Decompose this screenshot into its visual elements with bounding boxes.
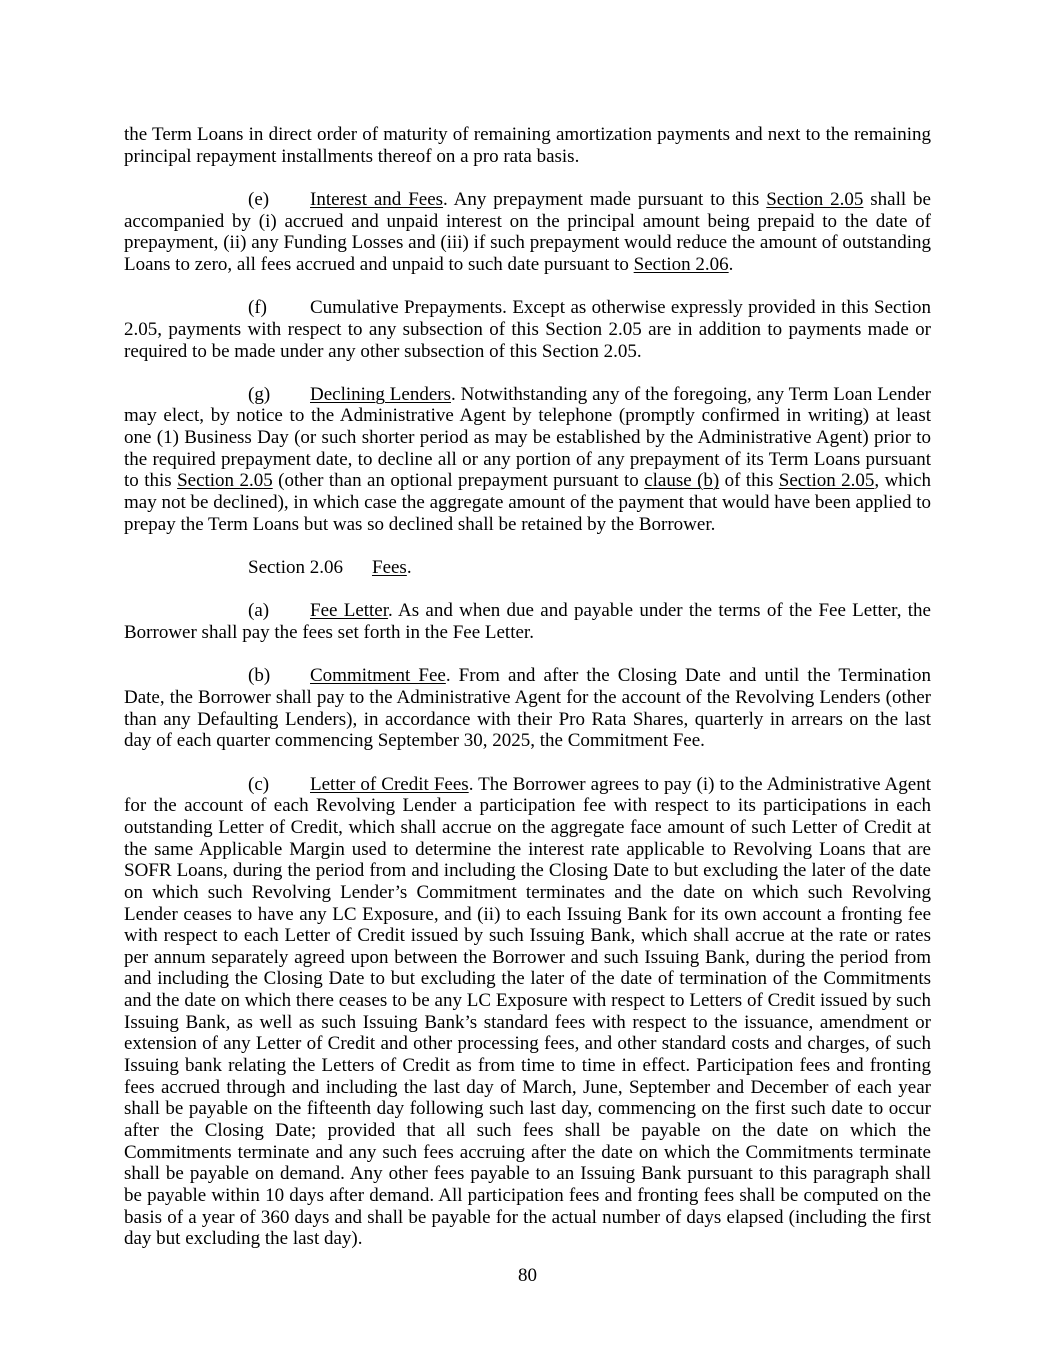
clause-reference: clause (b)	[644, 470, 720, 492]
paragraph-text: the Term Loans in direct order of maturity of remaining amortization payments and next to the remaining principal repayment installments thereof on a pro rata basis.	[124, 124, 931, 167]
paragraph-label: (e)	[248, 188, 270, 210]
section-title-end: .	[406, 557, 412, 579]
section-reference: Section 2.05	[766, 188, 864, 210]
paragraph-text: , which may not be declined), in which case the aggregate amount of the payment that would have been applied to prepay the Term Loans but was so declined shall be retained by the Borrower.	[124, 470, 931, 535]
section-reference: Section 2.06	[633, 253, 729, 275]
paragraph-text: (other than an optional prepayment pursuant to	[272, 470, 645, 492]
paragraph-text: . Any prepayment made pursuant to this	[443, 188, 767, 210]
section-reference: Section 2.05	[177, 470, 273, 492]
paragraph-caption: Letter of Credit Fees	[310, 773, 469, 795]
paragraph-label: (c)	[248, 773, 270, 795]
paragraph-c-letter-of-credit-fees	[124, 774, 931, 1250]
paragraph-e-interest-and-fees	[124, 189, 931, 276]
paragraph-label: (f)	[248, 297, 267, 319]
paragraph-caption: Interest and Fees	[310, 188, 444, 210]
paragraph-text: shall be accompanied by (i) accrued and unpaid interest on the principal amount being prepaid to the date of prepayment, (ii) any Funding Losses and (iii) if such prepayment would reduce the amount of outstanding Loans to zero, all fees accrued and unpaid to such date pursuant to	[124, 188, 931, 275]
paragraph-a-fee-letter	[124, 600, 931, 643]
paragraph-text: . From and after the Closing Date and until the Termination Date, the Borrower shall pay to the Administrative Agent for the account of the Revolving Lenders (other than any Defaulting Lenders), in accordance with their Pro Rata Shares, quarterly in arrears on the last day of each quarter commencing September 30, 2025, the Commitment Fee.	[124, 665, 931, 752]
section-heading	[124, 557, 931, 579]
paragraph-caption: Commitment Fee	[310, 665, 446, 687]
paragraph-label: (b)	[248, 665, 271, 687]
paragraph-text: .	[728, 253, 734, 275]
paragraph-b-commitment-fee	[124, 665, 931, 752]
paragraph-label: (g)	[248, 383, 271, 405]
section-reference: Section 2.05	[778, 470, 875, 492]
paragraph-text: of this	[719, 470, 779, 492]
paragraph-caption: Declining Lenders	[310, 383, 451, 405]
paragraph-text: . Notwithstanding any of the foregoing, any Term Loan Lender may elect, by notice to the Administrative Agent by telephone (promptly confirmed in writing) at least one (1) Business Day (or such shorter period as may be established by the Administrative Agent) prior to the required prepayment date, to decline all or any portion of any prepayment of its Term Loans pursuant to this	[124, 383, 931, 492]
page-number: 80	[518, 1265, 537, 1286]
paragraph-text: . As and when due and payable under the terms of the Fee Letter, the Borrower shall pay the fees set forth in the Fee Letter.	[124, 600, 931, 644]
paragraph-caption: Fee Letter	[310, 600, 389, 622]
paragraph-text: Cumulative Prepayments. Except as otherwise expressly provided in this Section 2.05, payments with respect to any subsection of this Section 2.05 are in addition to payments made or required to be made under any other subsection of this Section 2.05.	[124, 297, 931, 362]
section-number: Section 2.06	[248, 557, 343, 579]
paragraph-f-cumulative-prepayments	[124, 297, 931, 362]
paragraph-continuation	[124, 124, 931, 167]
paragraph-g-declining-lenders	[124, 384, 931, 536]
paragraph-text: . The Borrower agrees to pay (i) to the Administrative Agent for the account of each Revolving Lender a participation fee with respect to its participations in each outstanding Letter of Credit, which shall accrue on the aggregate face amount of such Letter of Credit at the same Applicable Margin used to determine the interest rate applicable to Revolving Loans that are SOFR Loans, during the period from and including the Closing Date to but excluding the later of the date on which such Revolving Lender’s Commitment terminates and the date on which such Revolving Lender ceases to have any LC Exposure, and (ii) to each Issuing Bank for its own account a fronting fee with respect to each Letter of Credit issued by such Issuing Bank, which shall accrue at the rate or rates per annum separately agreed upon between the Borrower and such Issuing Bank, during the period from and including the Closing Date to but excluding the later of the date of termination of the Commitments and the date on which there ceases to be any LC Exposure with respect to Letters of Credit issued by such Issuing Bank, as well as such Issuing Bank’s standard fees with respect to the issuance, amendment or extension of any Letter of Credit and other processing fees, and other standard costs and charges, of such Issuing bank relating the Letters of Credit as from time to time in effect. Participation fees and fronting fees accrued through and including the last day of March, June, September and December of each year shall be payable on the fifteenth day following such last day, commencing on the first such date to occur after the Closing Date; provided that all such fees shall be payable on the date on which the Commitments terminate and any such fees accruing after the date on which the Commitments terminate shall be payable on demand. Any other fees payable to an Issuing Bank pursuant to this paragraph shall be payable within 10 days after demand. All participation fees and fronting fees shall be computed on the basis of a year of 360 days and shall be payable for the actual number of days elapsed (including the first day but excluding the last day).	[124, 773, 931, 1250]
paragraph-label: (a)	[248, 600, 270, 622]
section-title: Fees	[372, 557, 407, 579]
